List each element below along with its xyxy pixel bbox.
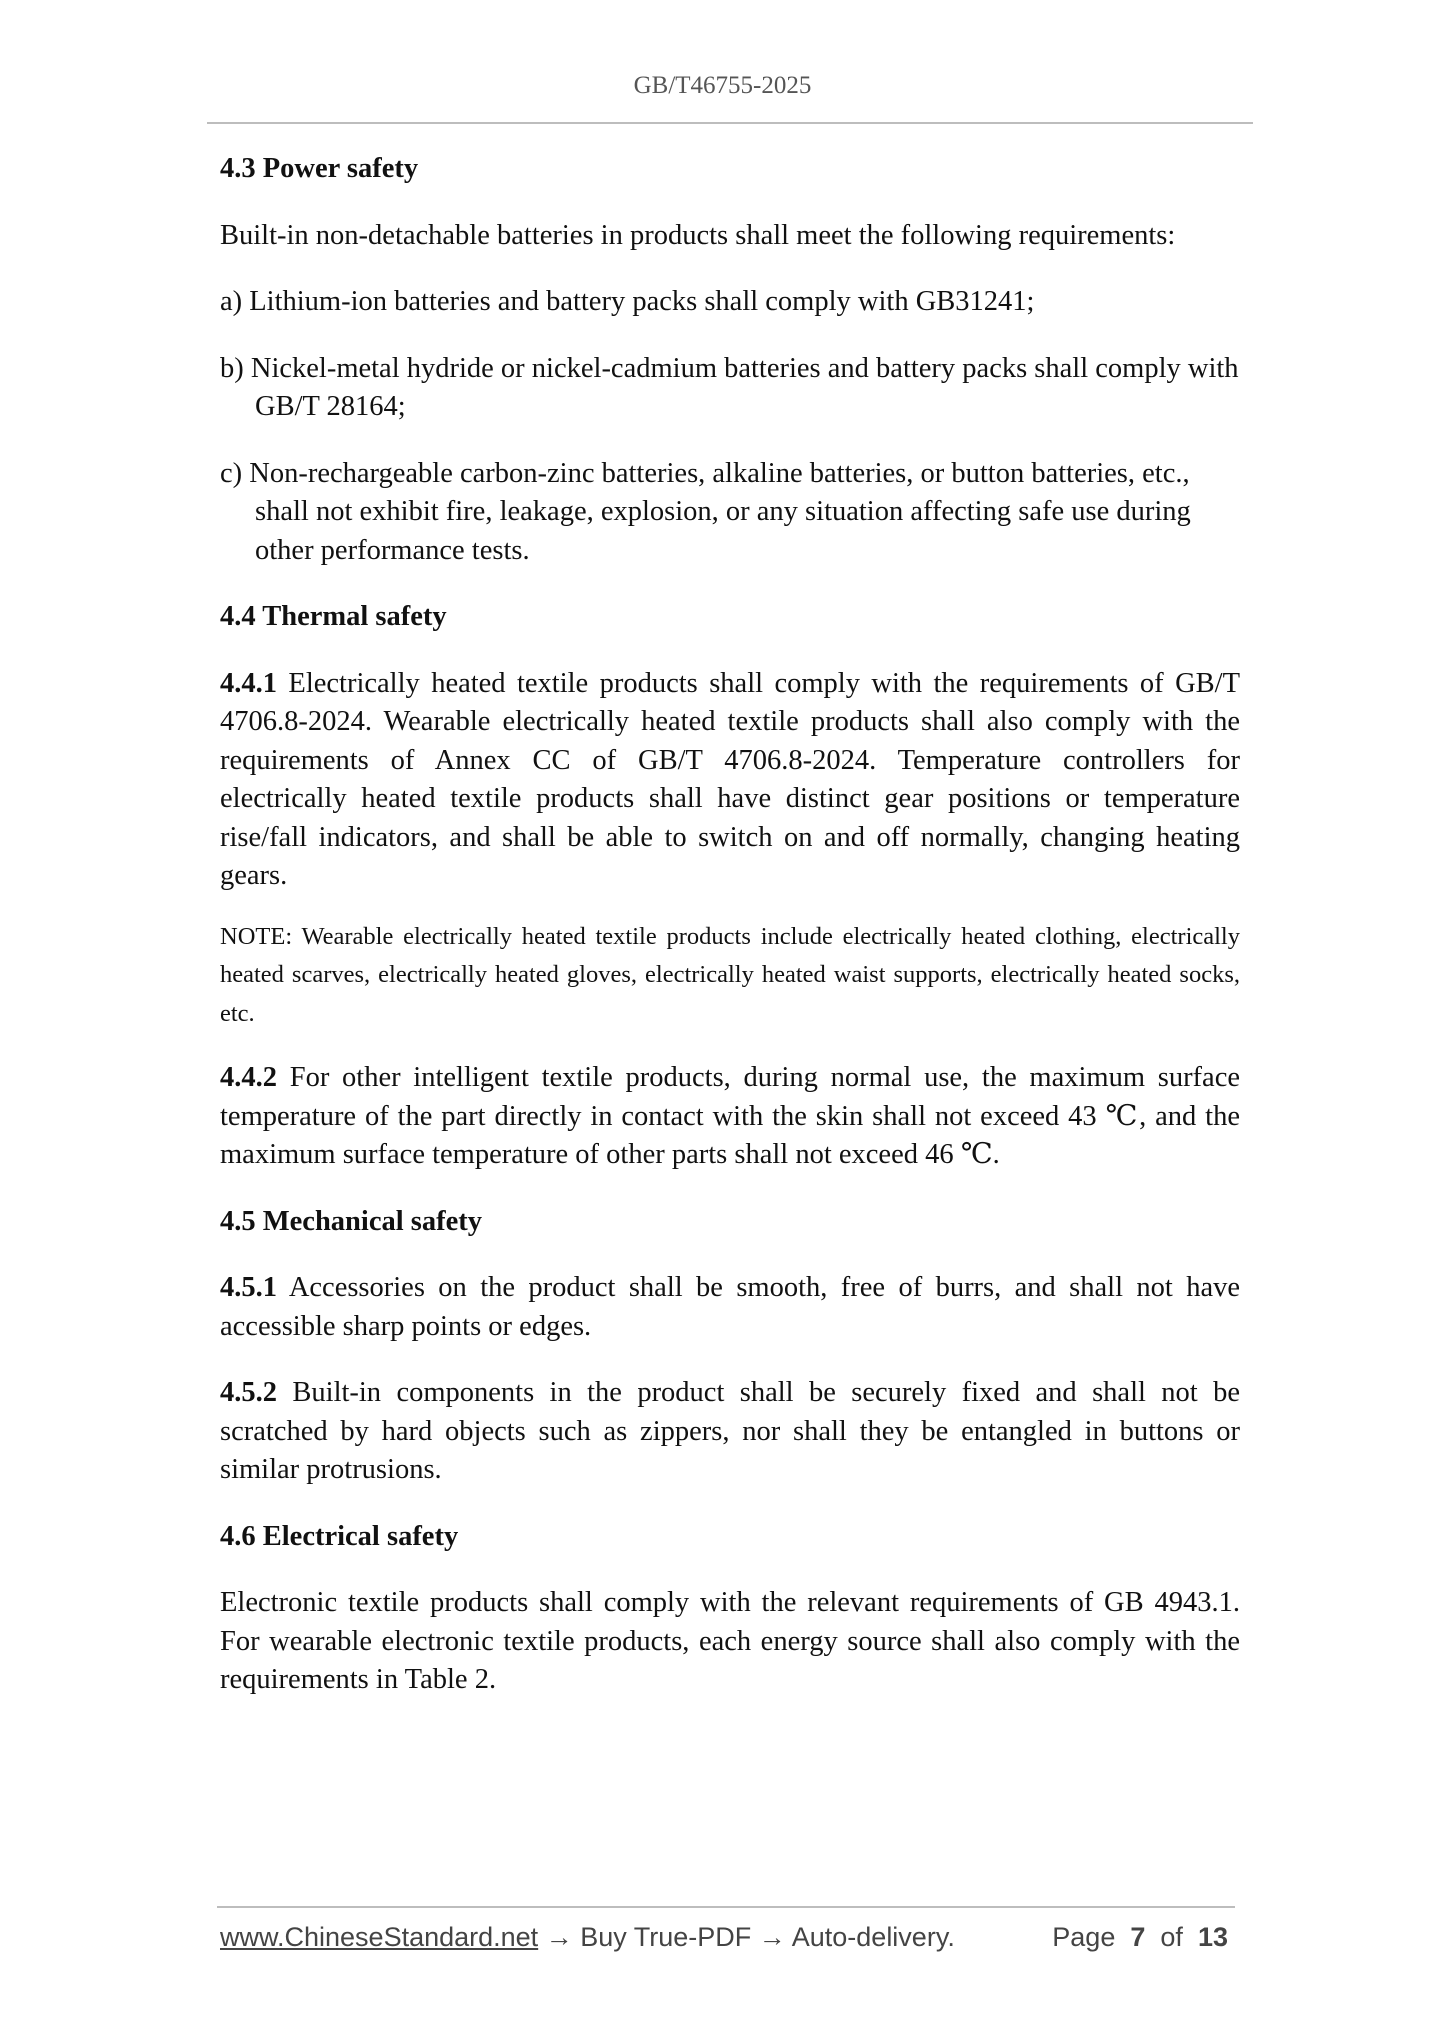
footer-divider xyxy=(217,1906,1235,1908)
section-4-6-heading: 4.6 Electrical safety xyxy=(220,1520,459,1552)
clause-4-4-2-text: For other intelligent textile products, during normal use, the maximum surface temperature of the part directly in contact with the skin shall not exceed 43 ℃, and the maximum surface temperature of other parts shall not exceed 46 ℃. xyxy=(220,1062,1240,1170)
section-4-3-intro: Built-in non-detachable batteries in products shall meet the following requirements: xyxy=(220,219,1176,251)
note: NOTE: Wearable electrically heated textile products include electrically heated clothing, electrically heated scarves, electrically heated gloves, electrically heated waist supports, electrically heated socks, etc. xyxy=(220,922,1240,1027)
document-body xyxy=(220,150,1240,1700)
footer-tagline: → Buy True-PDF → Auto-delivery. xyxy=(538,1922,955,1952)
clause-4-5-1 xyxy=(220,1269,1240,1346)
clause-4-5-2-text: Built-in components in the product shall be securely fixed and shall not be scratched by hard objects such as zippers, nor shall they be entangled in buttons or similar protrusions. xyxy=(220,1377,1240,1485)
clause-4-4-1-text: Electrically heated textile products shall comply with the requirements of GB/T 4706.8-2024. Wearable electrically heated textile products shall also comply with the requirements of Annex CC of GB/T 4706.8-2024. Temperature controllers for electrically heated textile products shall have distinct gear positions or temperature rise/fall indicators, and shall be able to switch on and off normally, changing heating gears. xyxy=(220,667,1240,891)
list-item-c: c) Non-rechargeable carbon-zinc batteries, alkaline batteries, or button batteries, etc., shall not exhibit fire, leakage, explosion, or any situation affecting safe use during other performance tests. xyxy=(220,457,1191,566)
page-label: Page xyxy=(1052,1922,1116,1952)
section-4-6-text: Electronic textile products shall comply with the relevant requirements of GB 4943.1. For wearable electronic textile products, each energy source shall also comply with the requirements in Table 2. xyxy=(220,1587,1240,1695)
clause-4-5-1-text: Accessories on the product shall be smooth, free of burrs, and shall not have accessible sharp points or edges. xyxy=(220,1272,1240,1342)
footer-promo xyxy=(220,1922,955,1953)
website-link[interactable]: www.ChineseStandard.net xyxy=(220,1922,539,1952)
clause-4-5-1-number: 4.5.1 xyxy=(220,1272,277,1303)
clause-4-5-2 xyxy=(220,1374,1240,1490)
section-4-5-heading: 4.5 Mechanical safety xyxy=(220,1205,482,1237)
section-4-3-heading: 4.3 Power safety xyxy=(220,153,419,184)
page-current: 7 xyxy=(1130,1922,1146,1952)
page-of-label: of xyxy=(1160,1922,1183,1952)
section-4-4-heading: 4.4 Thermal safety xyxy=(220,601,447,632)
page-indicator xyxy=(1052,1922,1228,1953)
clause-4-4-1-number: 4.4.1 xyxy=(220,667,277,699)
clause-4-4-2 xyxy=(220,1059,1240,1175)
document-header: GB/T46755-2025 xyxy=(633,72,812,99)
clause-4-4-1 xyxy=(220,665,1240,896)
list-item-b: b) Nickel-metal hydride or nickel-cadmium batteries and battery packs shall comply with GB/T 28164; xyxy=(220,352,1239,422)
page-total: 13 xyxy=(1197,1922,1228,1952)
clause-4-4-2-number: 4.4.2 xyxy=(220,1062,277,1093)
clause-4-5-2-number: 4.5.2 xyxy=(220,1377,277,1408)
list-item-a: a) Lithium-ion batteries and battery packs shall comply with GB31241; xyxy=(220,286,1035,317)
header-divider xyxy=(207,122,1253,124)
page-footer xyxy=(220,1922,1235,1962)
